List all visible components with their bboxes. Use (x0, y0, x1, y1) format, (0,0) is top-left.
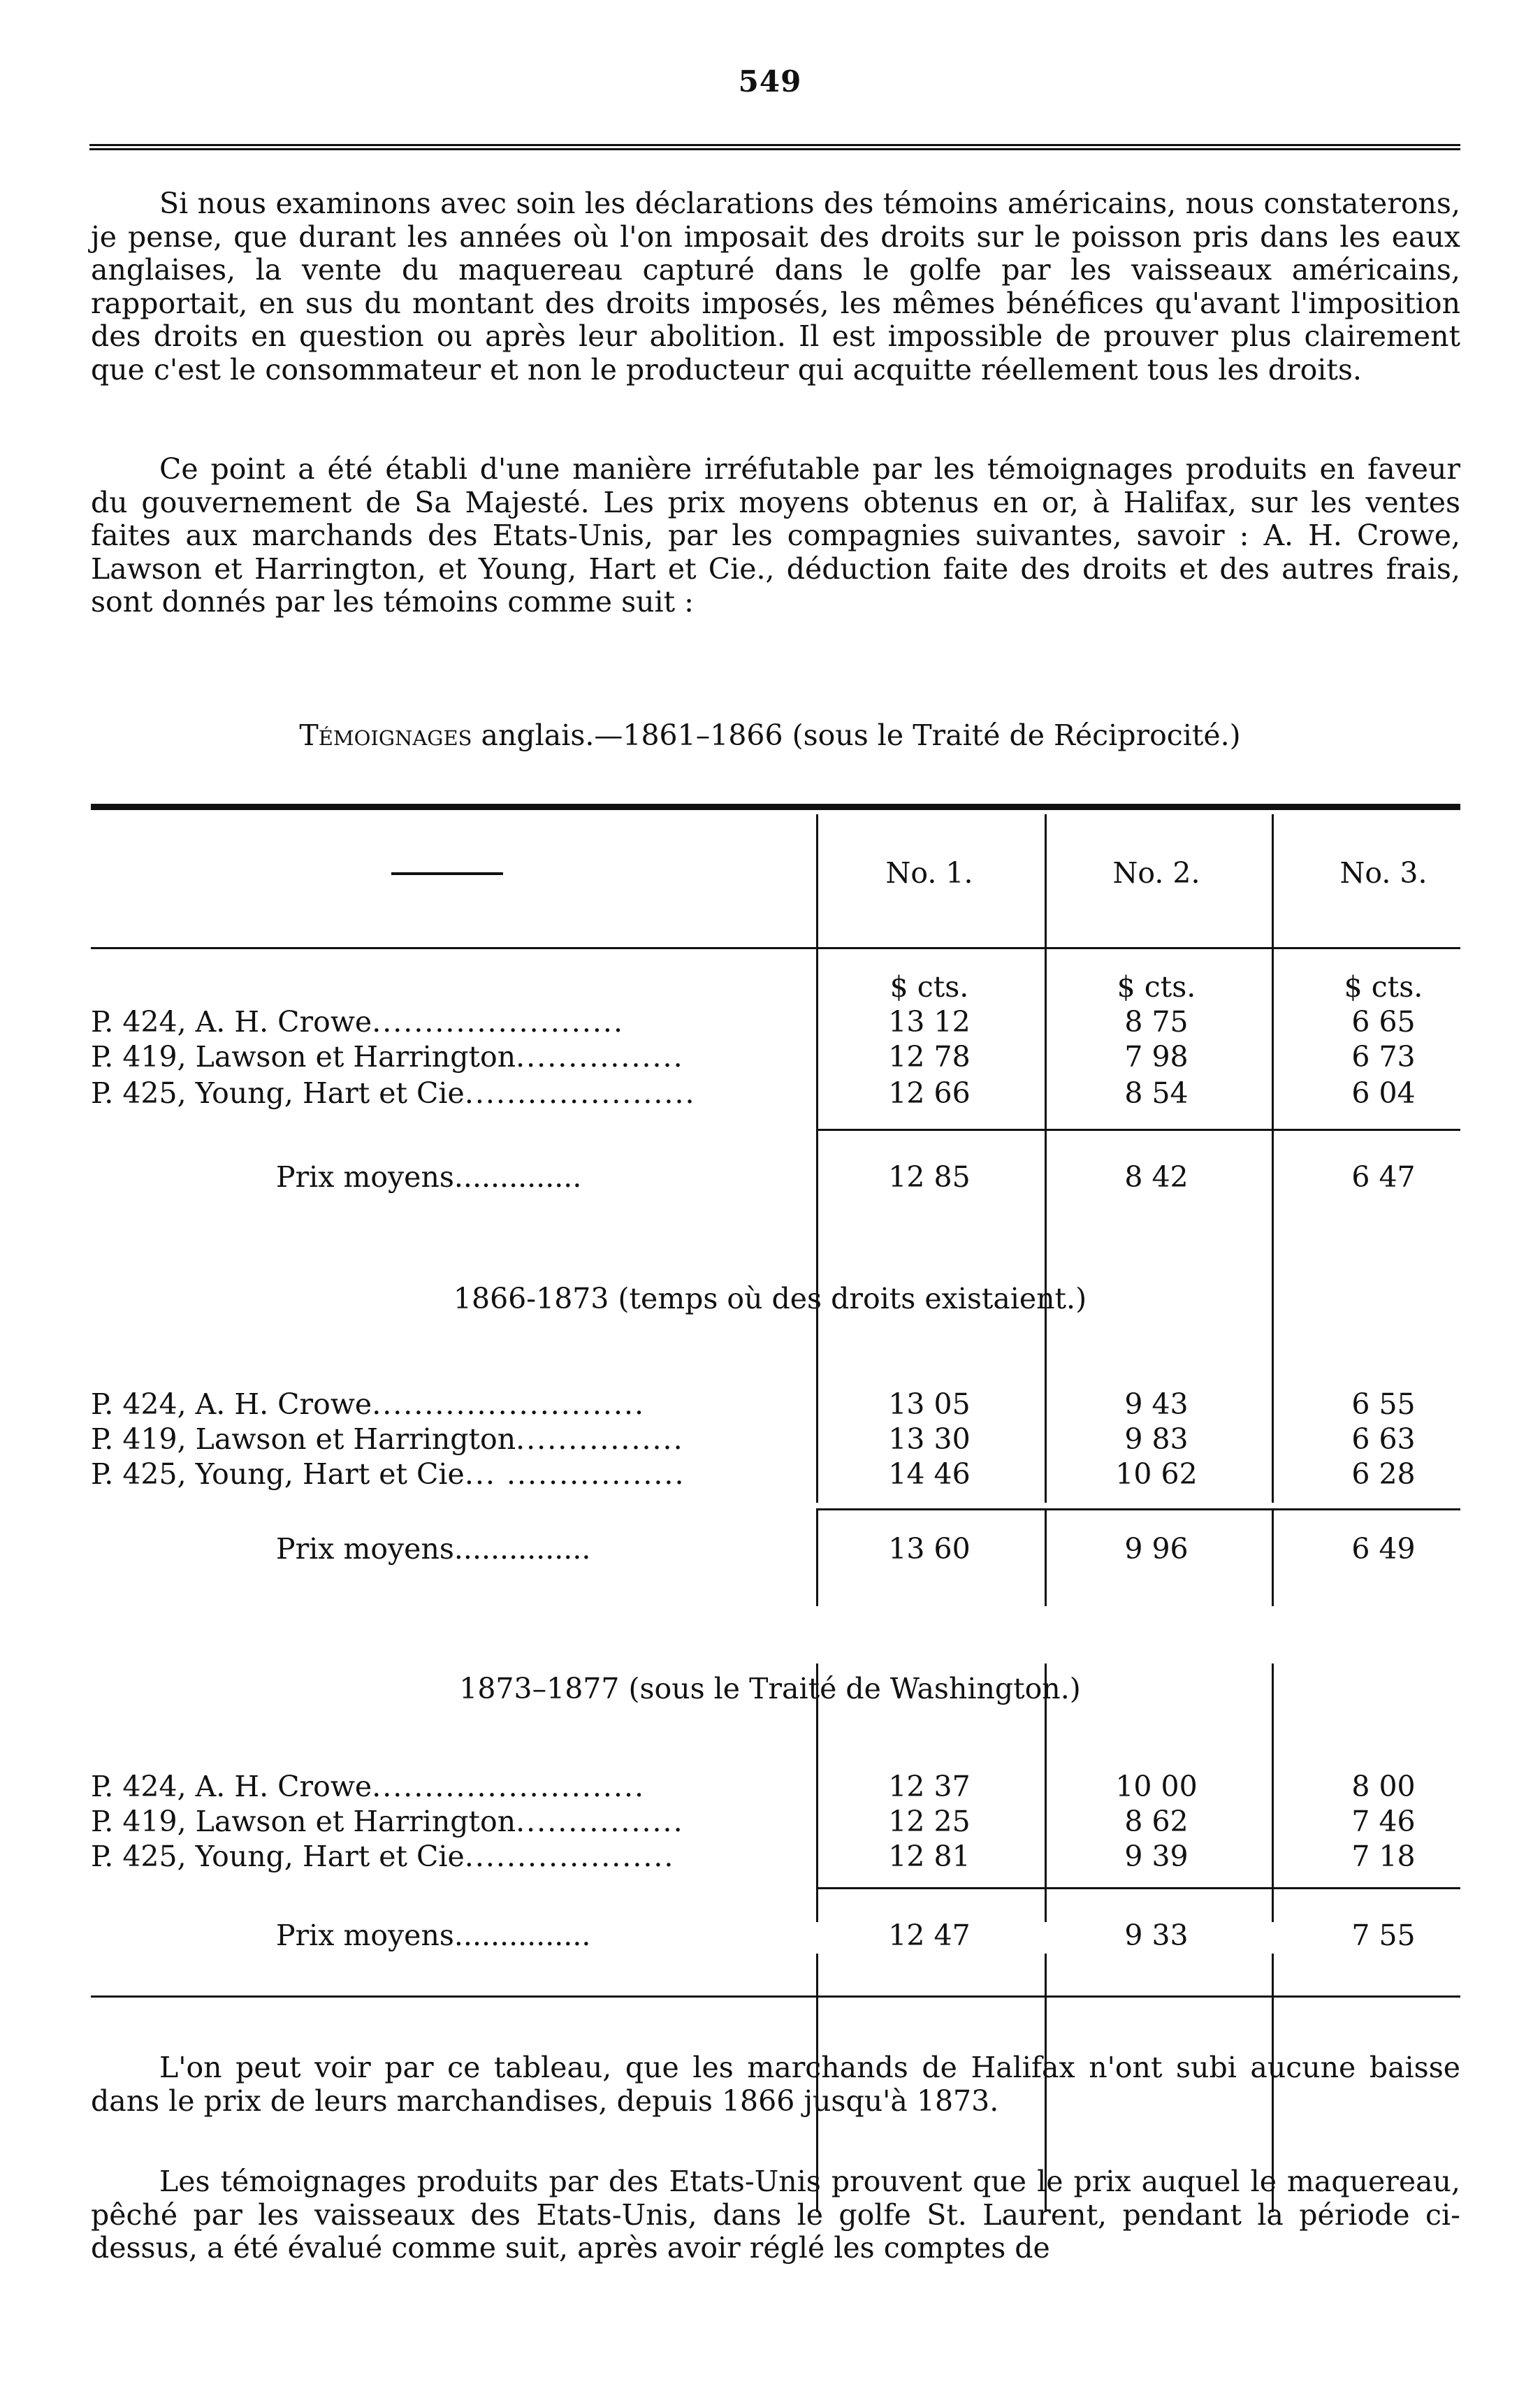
table-cell: 13 05 (888, 1387, 971, 1421)
table-cell: 13 30 (888, 1422, 971, 1456)
header-rule (89, 144, 1460, 150)
sum-rule (816, 1887, 1460, 1889)
section-title-1866-1873: 1866-1873 (temps où des droits existaient.) (453, 1282, 1087, 1315)
table-title-rest: anglais.—1861–1866 (sous le Traité de Réciprocité.) (472, 719, 1241, 752)
closing-paragraph-1: L'on peut voir par ce tableau, que les marchands de Halifax n'ont subi aucune baisse dans le prix de leurs marchandises, depuis 1866 jusqu'à 1873. (91, 2051, 1460, 2118)
header-dash (391, 872, 503, 875)
average-label: Prix moyens............... (276, 1532, 591, 1566)
unit-col-1: $ cts. (889, 970, 969, 1004)
unit-col-3: $ cts. (1344, 970, 1423, 1004)
average-cell: 7 55 (1351, 1919, 1416, 1952)
unit-col-2: $ cts. (1117, 970, 1196, 1004)
table-row-label: P. 424, A. H. Crowe........................ (91, 1005, 624, 1039)
table-cell: 6 73 (1351, 1040, 1416, 1074)
table-cell: 8 75 (1124, 1005, 1189, 1039)
average-cell: 12 47 (888, 1919, 971, 1952)
table-row-label: P. 425, Young, Hart et Cie... ................. (91, 1457, 685, 1491)
sum-rule (816, 1129, 1460, 1131)
average-cell: 9 33 (1124, 1919, 1189, 1952)
column-divider-3 (1272, 814, 1274, 1503)
table-cell: 9 83 (1124, 1422, 1189, 1456)
table-cell: 6 65 (1351, 1005, 1416, 1039)
table-cell: 14 46 (888, 1457, 971, 1491)
table-cell: 6 55 (1351, 1387, 1416, 1421)
section-title-1873-1877: 1873–1877 (sous le Traité de Washington.) (459, 1672, 1081, 1705)
table-cell: 10 62 (1115, 1457, 1198, 1491)
table-cell: 12 66 (888, 1076, 971, 1110)
table-title (0, 719, 1540, 752)
table-row-label: P. 419, Lawson et Harrington................ (91, 1422, 684, 1456)
table-cell: 9 39 (1124, 1840, 1189, 1873)
table-cell: 7 98 (1124, 1040, 1189, 1074)
table-row-label: P. 419, Lawson et Harrington................ (91, 1040, 684, 1074)
intro-paragraph-2: Ce point a été établi d'une manière irréfutable par les témoignages produits en faveur du gouvernement de Sa Majesté. Les prix moyens obtenus en or, à Halifax, sur les ventes faites aux marchands des Etats-Unis, par les compagnies suivantes, savoir : A. H. Crowe, Lawson et Harrington, et Young, Hart et Cie., déduction faite des droits et des autres frais, sont donnés par les témoins comme suit : (91, 452, 1460, 619)
column-header-2: No. 2. (1112, 856, 1200, 890)
average-cell: 6 49 (1351, 1532, 1416, 1566)
table-cell: 8 54 (1124, 1076, 1189, 1110)
table-cell: 7 18 (1351, 1840, 1416, 1873)
average-cell: 12 85 (888, 1160, 971, 1194)
table-cell: 6 04 (1351, 1076, 1416, 1110)
table-cell: 7 46 (1351, 1805, 1416, 1838)
table-cell: 9 43 (1124, 1387, 1189, 1421)
closing-paragraph-2: Les témoignages produits par des Etats-Unis prouvent que le prix auquel le maquereau, pêché par les vaisseaux des Etats-Unis, dans le golfe St. Laurent, pendant la période ci-dessus, a été évalué comme suit, après avoir réglé les comptes de (91, 2165, 1460, 2265)
column-divider-1 (816, 814, 818, 1503)
table-cell: 12 81 (888, 1840, 971, 1873)
table-row-label: P. 424, A. H. Crowe.......................... (91, 1770, 646, 1803)
table-title-smallcaps: Témoignages (299, 719, 472, 752)
column-divider-2-avg (1045, 1508, 1047, 1606)
page-number: 549 (738, 64, 802, 99)
table-cell: 6 63 (1351, 1422, 1416, 1456)
table-cell: 10 00 (1115, 1770, 1198, 1803)
intro-paragraph-1: Si nous examinons avec soin les déclarations des témoins américains, nous constaterons, je pense, que durant les années où l'on imposait des droits sur le poisson pris dans les eaux anglaises, la vente du maquereau capturé dans le golfe par les vaisseaux américains, rapportait, en sus du montant des droits imposés, les mêmes bénéfices qu'avant l'imposition des droits en question ou après leur abolition. Il est impossible de prouver plus clairement que c'est le consommateur et non le producteur qui acquitte réellement tous les droits. (91, 187, 1460, 387)
header-bottom-rule (91, 947, 1460, 949)
column-divider-1-avg (816, 1508, 818, 1606)
column-divider-3-avg (1272, 1508, 1274, 1606)
average-cell: 13 60 (888, 1532, 971, 1566)
table-cell: 12 78 (888, 1040, 971, 1074)
table-cell: 8 00 (1351, 1770, 1416, 1803)
table-row-label: P. 425, Young, Hart et Cie.................... (91, 1840, 675, 1873)
sum-rule (816, 1508, 1460, 1510)
table-cell: 13 12 (888, 1005, 971, 1039)
average-cell: 8 42 (1124, 1160, 1189, 1194)
table-bottom-rule (91, 1995, 1460, 1998)
table-cell: 12 37 (888, 1770, 971, 1803)
table-row-label: P. 424, A. H. Crowe.......................... (91, 1387, 646, 1421)
average-cell: 6 47 (1351, 1160, 1416, 1194)
column-header-1: No. 1. (885, 856, 973, 890)
column-header-3: No. 3. (1339, 856, 1428, 890)
table-cell: 12 25 (888, 1805, 971, 1838)
table-cell: 8 62 (1124, 1805, 1189, 1838)
average-label: Prix moyens............... (276, 1919, 591, 1952)
table-cell: 6 28 (1351, 1457, 1416, 1491)
table-row-label: P. 425, Young, Hart et Cie...................... (91, 1076, 696, 1110)
column-divider-2 (1045, 814, 1047, 1503)
average-cell: 9 96 (1124, 1532, 1189, 1566)
average-label: Prix moyens.............. (276, 1160, 582, 1194)
table-top-rule (91, 804, 1460, 810)
table-row-label: P. 419, Lawson et Harrington................ (91, 1805, 684, 1838)
